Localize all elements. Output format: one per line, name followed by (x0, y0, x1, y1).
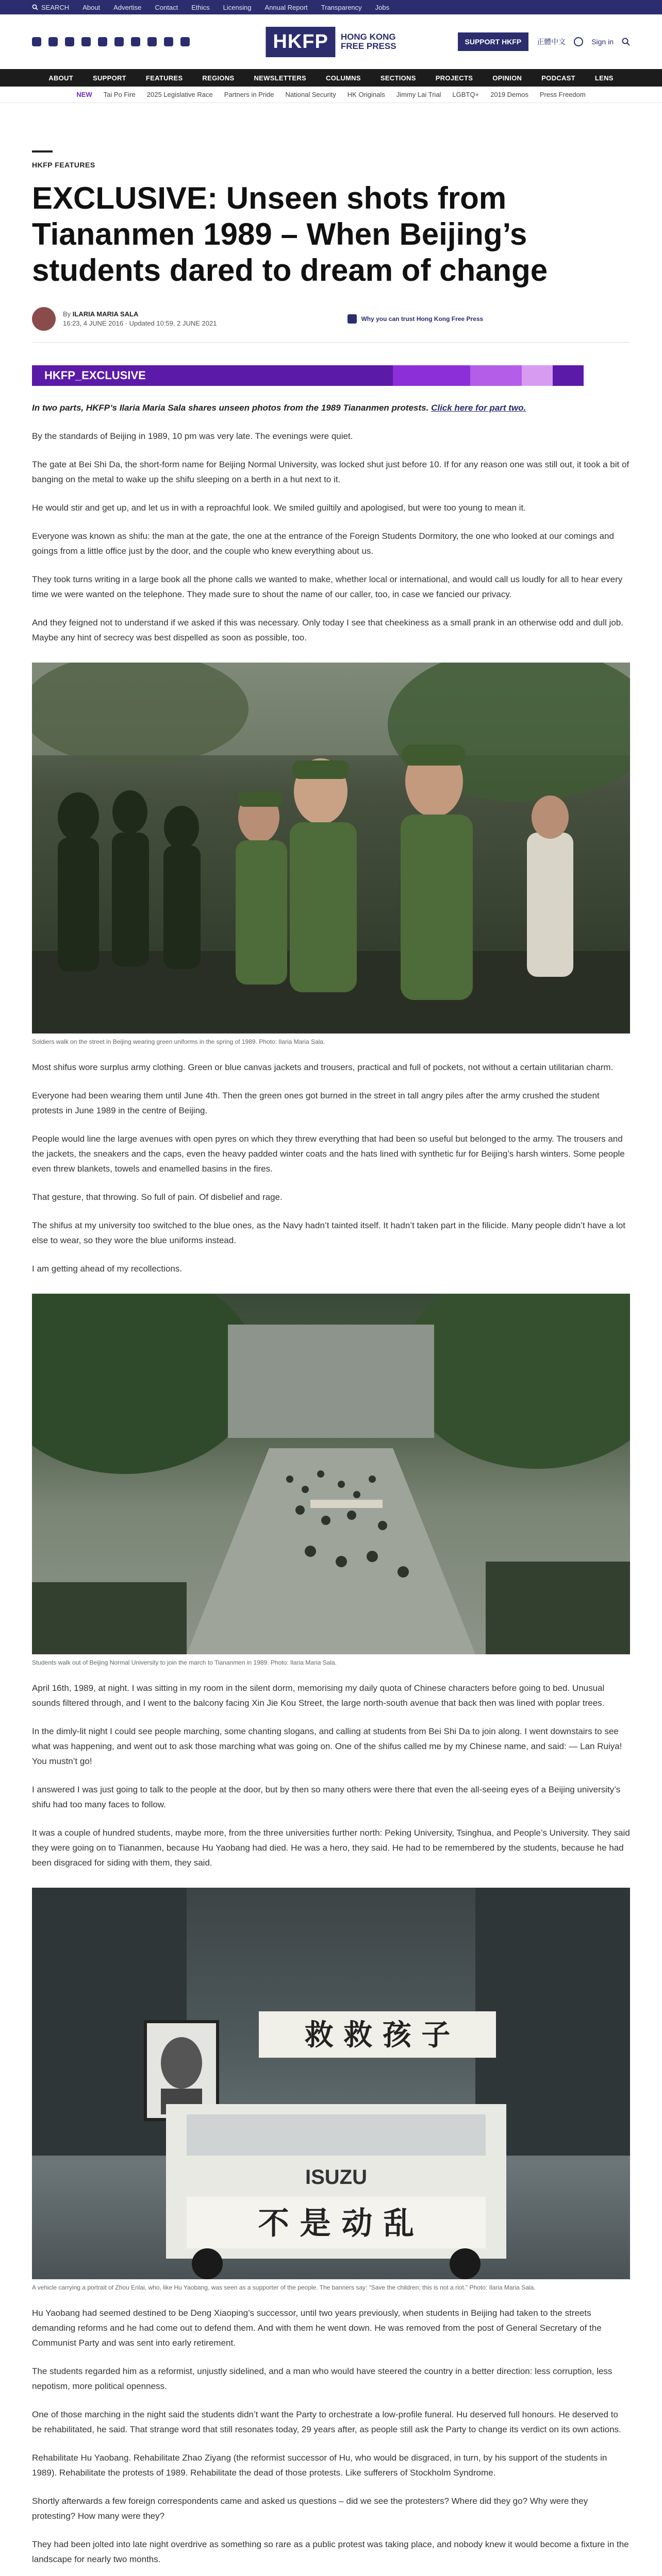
article-kicker[interactable]: HKFP FEATURES (32, 161, 95, 169)
students-march-photo[interactable] (32, 1294, 630, 1654)
article-lead (32, 400, 630, 415)
photo-caption: A vehicle carrying a portrait of Zhou Enlai, who, like Hu Yaobang, was seen as a supporter of the people. The banners say: “Save the children; this is not a riot.” Photo: Ilaria Maria Sala. (32, 2284, 536, 2291)
nav-regions[interactable]: REGIONS (202, 74, 235, 82)
paragraph: By the standards of Beijing in 1989, 10 pm was very late. The evenings were quiet. (32, 431, 353, 441)
topbar-link-about[interactable]: About (82, 3, 101, 11)
banner-stripe (470, 365, 522, 386)
utility-bar (0, 0, 662, 14)
trust-link[interactable] (347, 314, 483, 324)
part-two-link[interactable]: Click here for part two. (431, 403, 526, 413)
trending-link[interactable]: National Security (285, 91, 336, 98)
paragraph: The students regarded him as a reformist, unjustly sidelined, and a man who would have steered the country in a better direction: less corruption, less nepotism, more political openness. (32, 2366, 613, 2391)
trending-nav (0, 87, 662, 103)
lead-text: In two parts, HKFP’s Ilaria Maria Sala shares unseen photos from the 1989 Tiananmen protests. (32, 403, 429, 413)
rss-icon[interactable] (180, 37, 190, 46)
paragraph: They took turns writing in a large book all the phone calls we wanted to make, whether local or international, and would call us loudly for all to hear every time we were wanted on the telephone. They made sure to shout the name of our caller, too, in case we fancied our privacy. (32, 574, 623, 599)
nav-lens[interactable]: LENS (594, 74, 614, 82)
bluesky-icon[interactable] (114, 37, 124, 46)
site-logo[interactable] (266, 27, 396, 57)
nav-columns[interactable]: COLUMNS (326, 74, 361, 82)
nav-podcast[interactable]: PODCAST (541, 74, 575, 82)
banner-bottom: 不 是 动 乱 (258, 2206, 415, 2242)
paragraph: Hu Yaobang had seemed destined to be Deng Xiaoping’s successor, until two years previously, when students in Beijing had taken to the streets demanding reforms and he had come out to defend them. And with them he went down. He was removed from the post of General Secretary of the Communist Party and was sent into early retirement. (32, 2308, 602, 2348)
topbar-link-advertise[interactable]: Advertise (113, 3, 142, 11)
nav-sections[interactable]: SECTIONS (380, 74, 416, 82)
paragraph: People would line the large avenues with open pyres on which they threw everything that had been so useful but belonged to the army. The trousers and the jackets, the sneakers and the caps, even the heavy padded winter coats and the hats lined with synthetic fur for Beijing’s harsh winters. Some people even threw blankets, towels and enamelled basins in the fires. (32, 1134, 625, 1174)
soldiers-photo[interactable] (32, 663, 630, 1033)
nav-about[interactable]: ABOUT (48, 74, 73, 82)
threads-icon[interactable] (81, 37, 91, 46)
topbar-link-licensing[interactable]: Licensing (223, 3, 252, 11)
paragraph: And they feigned not to understand if we asked if this was necessary. Only today I see that cheekiness as a small prank in an otherwise odd and dull job. Maybe any hint of secrecy was best dispelled as soon as possible, too. (32, 618, 623, 642)
telegram-icon[interactable] (131, 37, 140, 46)
search-icon (32, 4, 38, 10)
trending-link[interactable]: LGBTQ+ (452, 91, 479, 98)
nav-features[interactable]: FEATURES (145, 74, 183, 82)
article (32, 150, 630, 2576)
social-links (32, 37, 190, 46)
topbar-link-annual-report[interactable]: Annual Report (264, 3, 308, 11)
soldiers-illustration (32, 663, 630, 1033)
paragraph: I answered I was just going to talk to the people at the door, but by then so many others were there that even the all-seeing eyes of a Beijing university’s shifu had too many faces to follow. (32, 1785, 621, 1809)
byline (32, 307, 630, 331)
paragraph: That gesture, that throwing. So full of pain. Of disbelief and rage. (32, 1192, 283, 1202)
paragraph: One of those marching in the night said the students didn’t want the Party to orchestrate a low-profile funeral. Hu deserved full honours. He deserved to be rehabilitated, he said. That strange word that still resonates today, 29 years after, as people still ask the Party to change its verdict on its own actions. (32, 2410, 621, 2434)
march-illustration (32, 1294, 630, 1654)
van-brand-text: ISUZU (305, 2166, 367, 2189)
sign-in-link[interactable]: Sign in (591, 38, 614, 46)
article-title: EXCLUSIVE: Unseen shots from Tiananmen 1989 – When Beijing’s students dared to dream of change (32, 181, 548, 287)
trust-label: Why you can trust Hong Kong Free Press (361, 315, 484, 323)
article-dateline: 16:23, 4 JUNE 2016 · Updated 10:59, 2 JUNE 2021 (63, 319, 217, 327)
photo-caption: Soldiers walk on the street in Beijing wearing green uniforms in the spring of 1989. Photo: Ilaria Maria Sala. (32, 1038, 325, 1045)
trending-link[interactable]: Jimmy Lai Trial (396, 91, 441, 98)
whatsapp-icon[interactable] (147, 37, 157, 46)
facebook-icon[interactable] (32, 37, 41, 46)
shield-icon (347, 314, 357, 324)
exclusive-banner[interactable] (32, 365, 630, 386)
logo-line-2: FREE PRESS (340, 41, 396, 51)
nav-support[interactable]: SUPPORT (92, 74, 126, 82)
paragraph: Everyone had been wearing them until June 4th. Then the green ones got burned in the street in tall angry piles after the army crushed the student protests in June 1989 in the centre of Beijing. (32, 1091, 600, 1115)
search-icon[interactable] (622, 38, 630, 46)
banner-stripe (553, 365, 584, 386)
user-icon[interactable] (574, 37, 583, 46)
paragraph: They had been jolted into late night overdrive as something so rare as a public protest was taking place, and nobody knew it would become a fixture in the landscape for nearly two months. (32, 2539, 629, 2564)
masthead-actions (458, 32, 631, 51)
language-link[interactable]: 正體中文 (537, 38, 566, 46)
nav-projects[interactable]: PROJECTS (435, 74, 473, 82)
paragraph: Most shifus wore surplus army clothing. Green or blue canvas jackets and trousers, practical and full of pockets, not without a certain utilitarian charm. (32, 1062, 614, 1072)
banner-stripe (393, 365, 470, 386)
topbar-link-transparency[interactable]: Transparency (321, 3, 362, 11)
paragraph: In the dimly-lit night I could see people marching, some chanting slogans, and calling at students from Bei Shi Da to join along. I went downstairs to see what was happening, and went out to ask those marching what was going on. One of the shifus called me by my Chinese name, and said: — Lan Ruiya! You mustn’t go! (32, 1726, 622, 1766)
by-label: By (63, 310, 71, 318)
mastodon-icon[interactable] (164, 37, 173, 46)
paragraph: It was a couple of hundred students, maybe more, from the three universities further north: Peking University, Tsinghua, and People’s University. They said they were going on to Tiananmen, because Hu Yaobang had died. He was a hero, they said. He had to be remembered by the students, because he had been disgraced for siding with them, they said. (32, 1828, 630, 1868)
paragraph: Shortly afterwards a few foreign correspondents came and asked us questions – did we see the protesters? Where did they go? Why were they protesting? How many were they? (32, 2496, 588, 2521)
trending-link[interactable]: 2019 Demos (490, 91, 528, 98)
nav-opinion[interactable]: OPINION (492, 74, 522, 82)
exclusive-label: HKFP_EXCLUSIVE (32, 365, 393, 386)
logo-mark: HKFP (266, 27, 335, 57)
topbar-link-ethics[interactable]: Ethics (191, 3, 210, 11)
topbar-link-contact[interactable]: Contact (155, 3, 178, 11)
author-name[interactable]: ILARIA MARIA SALA (72, 310, 139, 318)
youtube-icon[interactable] (98, 37, 107, 46)
paragraph: I am getting ahead of my recollections. (32, 1264, 183, 1274)
paragraph: The gate at Bei Shi Da, the short-form name for Beijing Normal University, was locked shut just before 10. If for any reason one was still out, it took a bit of banging on the metal to wake up the shifu sleeping on a berth in a hut next to it. (32, 460, 630, 484)
trending-link[interactable]: Press Freedom (539, 91, 586, 98)
trending-link[interactable]: HK Originals (347, 91, 385, 98)
paragraph: April 16th, 1989, at night. I was sitting in my room in the silent dorm, memorising my daily quota of Chinese characters before going to bed. Unusual sounds filtered through, and I went to the balcony facing Xin Jie Kou Street, the large north-south avenue that back then was lined with poplar trees. (32, 1683, 605, 1708)
photo-caption: Students walk out of Beijing Normal University to join the march to Tiananmen in 1989. Photo: Ilaria Maria Sala. (32, 1659, 337, 1666)
trending-link[interactable]: Tai Po Fire (103, 91, 136, 98)
support-button[interactable]: SUPPORT HKFP (458, 32, 529, 51)
logo-wordmark (341, 32, 396, 51)
x-icon[interactable] (48, 37, 58, 46)
new-badge: NEW (76, 91, 92, 98)
logo-line-1: HONG KONG (340, 32, 396, 42)
banner-stripe (522, 365, 553, 386)
instagram-icon[interactable] (65, 37, 74, 46)
paragraph: Rehabilitate Hu Yaobang. Rehabilitate Zhao Ziyang (the reformist successor of Hu, who would be disgraced, in turn, by his support of the students in 1989). Rehabilitate the protests of 1989. Rehabilitate the dead of those protests. Like sufferers of Stockholm Syndrome. (32, 2453, 607, 2478)
author-avatar (32, 307, 56, 331)
divider (32, 342, 630, 343)
kicker-rule (32, 150, 53, 152)
search-label: SEARCH (41, 3, 70, 11)
van-illustration (32, 1888, 630, 2279)
paragraph: The shifus at my university too switched to the blue ones, as the Navy hadn’t tainted itself. It hadn’t taken part in the filicide. Many people didn’t have a lot else to wear, so they wore the blue uniforms instead. (32, 1221, 625, 1245)
paragraph: Everyone was known as shifu: the man at the gate, the one at the entrance of the Foreign Students Dormitory, the one who looked at our comings and goings from a little office just by the door, and the couple who knew everything about us. (32, 531, 614, 556)
nav-newsletters[interactable]: NEWSLETTERS (254, 74, 307, 82)
banner-top: 救 救 孩 子 (304, 2019, 451, 2052)
byline-text (63, 310, 217, 328)
van-portrait-photo[interactable] (32, 1888, 630, 2279)
search-link[interactable] (32, 4, 69, 11)
main-nav (0, 69, 662, 87)
paragraph: He would stir and get up, and let us in with a reproachful look. We smiled guiltily and apologised, but were too young to mean it. (32, 503, 526, 513)
trending-link[interactable]: 2025 Legislative Race (146, 91, 213, 98)
trending-link[interactable]: Partners in Pride (224, 91, 274, 98)
masthead (0, 14, 662, 69)
topbar-link-jobs[interactable]: Jobs (375, 3, 390, 11)
